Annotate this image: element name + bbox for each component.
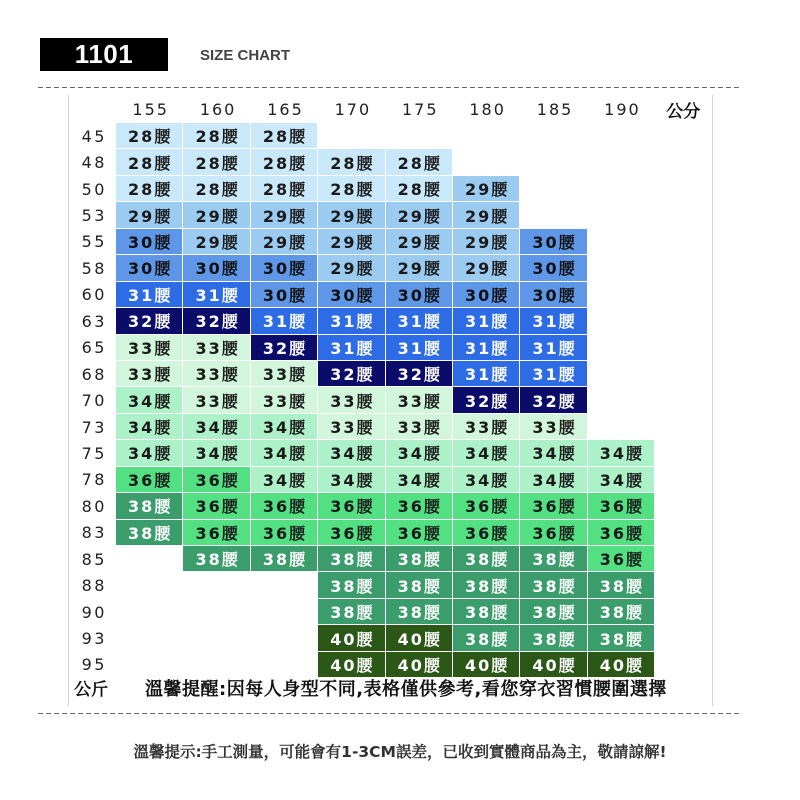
waist-size-cell: 34腰 (251, 414, 318, 440)
waist-size-cell: 34腰 (588, 440, 655, 466)
waist-size-cell: 28腰 (318, 149, 385, 175)
waist-size-cell: 33腰 (318, 387, 385, 413)
waist-size-cell: 33腰 (251, 387, 318, 413)
waist-size-cell: 40腰 (318, 625, 385, 651)
waist-size-cell: 34腰 (318, 440, 385, 466)
waist-size-cell: 34腰 (116, 414, 183, 440)
waist-size-cell: 31腰 (183, 282, 250, 308)
model-number-badge (40, 38, 168, 71)
waist-size-cell: 36腰 (183, 493, 250, 519)
waist-size-cell: 38腰 (183, 546, 250, 572)
waist-size-cell: 36腰 (318, 493, 385, 519)
waist-size-cell: 36腰 (588, 493, 655, 519)
waist-size-cell: 34腰 (588, 467, 655, 493)
waist-size-cell: 34腰 (251, 440, 318, 466)
waist-size-cell: 32腰 (251, 335, 318, 361)
waist-size-cell: 32腰 (318, 361, 385, 387)
waist-size-cell: 33腰 (520, 414, 587, 440)
waist-size-cell: 38腰 (386, 599, 453, 625)
waist-size-cell: 36腰 (318, 520, 385, 546)
weight-row-header: 78 (81, 470, 107, 490)
weight-row-header: 90 (81, 602, 107, 622)
waist-size-cell: 40腰 (318, 652, 385, 678)
waist-size-cell: 38腰 (453, 599, 520, 625)
waist-size-cell: 34腰 (116, 387, 183, 413)
waist-size-cell: 38腰 (116, 493, 183, 519)
weight-row-header: 48 (81, 153, 107, 173)
waist-size-cell: 29腰 (453, 229, 520, 255)
waist-size-cell: 31腰 (520, 308, 587, 334)
waist-size-cell: 32腰 (183, 308, 250, 334)
waist-size-cell: 34腰 (386, 440, 453, 466)
waist-size-cell: 36腰 (588, 546, 655, 572)
waist-size-cell: 33腰 (183, 361, 250, 387)
weight-row-header: 70 (81, 391, 107, 411)
waist-size-cell: 33腰 (318, 414, 385, 440)
waist-size-cell: 34腰 (183, 440, 250, 466)
waist-size-cell: 28腰 (116, 123, 183, 149)
waist-size-cell: 29腰 (116, 202, 183, 228)
bottom-dashed-divider (38, 713, 742, 714)
waist-size-cell: 38腰 (318, 572, 385, 598)
waist-size-cell: 36腰 (588, 520, 655, 546)
waist-size-cell: 29腰 (318, 229, 385, 255)
waist-size-cell: 29腰 (386, 229, 453, 255)
weight-row-header: 95 (81, 655, 107, 675)
waist-size-cell: 31腰 (386, 308, 453, 334)
waist-size-cell: 33腰 (386, 414, 453, 440)
waist-size-cell: 34腰 (318, 467, 385, 493)
waist-size-cell: 36腰 (386, 493, 453, 519)
waist-size-cell: 31腰 (251, 308, 318, 334)
waist-size-cell: 30腰 (520, 229, 587, 255)
waist-size-cell: 34腰 (386, 467, 453, 493)
waist-size-cell: 38腰 (588, 599, 655, 625)
weight-row-header: 65 (81, 338, 107, 358)
waist-size-cell: 29腰 (183, 202, 250, 228)
waist-size-cell: 30腰 (116, 229, 183, 255)
waist-size-cell: 32腰 (386, 361, 453, 387)
waist-size-cell: 38腰 (116, 520, 183, 546)
waist-size-cell: 29腰 (251, 229, 318, 255)
waist-size-cell: 28腰 (183, 176, 250, 202)
waist-size-cell: 36腰 (520, 493, 587, 519)
weight-row-header: 55 (81, 232, 107, 252)
waist-size-cell: 33腰 (116, 361, 183, 387)
top-dashed-divider (38, 87, 742, 88)
waist-size-cell: 38腰 (251, 546, 318, 572)
waist-size-cell: 31腰 (453, 335, 520, 361)
size-chart-title: SIZE CHART (200, 47, 290, 64)
waist-size-cell: 31腰 (453, 361, 520, 387)
fit-reminder-note: 溫馨提醒:因每人身型不同,表格僅供參考,看您穿衣習慣腰圍選擇 (145, 679, 667, 700)
waist-size-cell: 28腰 (251, 123, 318, 149)
weight-row-header: 85 (81, 549, 107, 569)
weight-row-header: 45 (81, 126, 107, 146)
waist-size-cell: 38腰 (520, 599, 587, 625)
waist-size-cell: 29腰 (453, 255, 520, 281)
waist-size-cell: 40腰 (386, 652, 453, 678)
waist-size-cell: 28腰 (386, 176, 453, 202)
waist-size-cell: 29腰 (318, 255, 385, 281)
waist-size-cell: 30腰 (251, 255, 318, 281)
height-column-header: 160 (199, 100, 237, 119)
waist-size-cell: 29腰 (386, 202, 453, 228)
waist-size-cell: 36腰 (251, 493, 318, 519)
waist-size-cell: 30腰 (520, 282, 587, 308)
height-column-header: 180 (469, 100, 506, 119)
waist-size-cell: 33腰 (386, 387, 453, 413)
weight-unit-label: 公斤 (74, 680, 108, 700)
waist-size-cell: 36腰 (453, 493, 520, 519)
waist-size-cell: 29腰 (453, 202, 520, 228)
waist-size-cell: 38腰 (520, 625, 587, 651)
waist-size-cell: 38腰 (453, 572, 520, 598)
waist-size-cell: 38腰 (588, 572, 655, 598)
waist-size-cell: 40腰 (453, 652, 520, 678)
waist-size-cell: 33腰 (251, 361, 318, 387)
waist-size-cell: 28腰 (183, 149, 250, 175)
waist-size-cell: 38腰 (386, 572, 453, 598)
waist-size-cell: 31腰 (520, 335, 587, 361)
waist-size-cell: 32腰 (520, 387, 587, 413)
waist-size-cell: 34腰 (520, 467, 587, 493)
height-column-header: 175 (401, 100, 439, 119)
waist-size-cell: 38腰 (386, 546, 453, 572)
weight-row-header: 83 (81, 523, 107, 543)
waist-size-cell: 40腰 (386, 625, 453, 651)
weight-row-header: 53 (81, 206, 107, 226)
waist-size-cell: 33腰 (116, 335, 183, 361)
waist-size-cell: 31腰 (386, 335, 453, 361)
waist-size-cell: 38腰 (520, 572, 587, 598)
model-number: 1101 (74, 39, 134, 69)
waist-size-cell: 28腰 (116, 176, 183, 202)
waist-size-cell: 38腰 (520, 546, 587, 572)
weight-row-header: 58 (81, 258, 107, 278)
waist-size-cell: 40腰 (588, 652, 655, 678)
waist-size-cell: 36腰 (520, 520, 587, 546)
waist-size-cell: 29腰 (453, 176, 520, 202)
waist-size-cell: 34腰 (251, 467, 318, 493)
weight-row-header: 50 (81, 179, 107, 199)
waist-size-cell: 28腰 (251, 149, 318, 175)
waist-size-cell: 36腰 (453, 520, 520, 546)
waist-size-cell: 30腰 (386, 282, 453, 308)
waist-size-cell: 36腰 (183, 520, 250, 546)
waist-size-cell: 34腰 (453, 440, 520, 466)
waist-size-cell: 32腰 (116, 308, 183, 334)
waist-size-cell: 38腰 (588, 625, 655, 651)
waist-size-cell: 30腰 (116, 255, 183, 281)
size-table (70, 96, 711, 678)
weight-row-header: 88 (81, 576, 107, 596)
weight-row-header: 93 (81, 629, 107, 649)
waist-size-cell: 28腰 (116, 149, 183, 175)
waist-size-cell: 29腰 (183, 229, 250, 255)
height-column-header: 190 (604, 100, 641, 119)
waist-size-cell: 33腰 (183, 335, 250, 361)
waist-size-cell: 34腰 (183, 414, 250, 440)
waist-size-cell: 36腰 (251, 520, 318, 546)
waist-size-cell: 30腰 (453, 282, 520, 308)
weight-row-header: 73 (81, 417, 107, 437)
waist-size-cell: 29腰 (386, 255, 453, 281)
height-column-header: 165 (267, 100, 304, 119)
waist-size-cell: 36腰 (183, 467, 250, 493)
height-column-header: 185 (536, 100, 574, 119)
waist-size-cell: 31腰 (318, 335, 385, 361)
waist-size-cell: 31腰 (116, 282, 183, 308)
waist-size-cell: 29腰 (251, 202, 318, 228)
waist-size-cell: 29腰 (318, 202, 385, 228)
waist-size-cell: 30腰 (251, 282, 318, 308)
waist-size-cell: 32腰 (453, 387, 520, 413)
waist-size-cell: 36腰 (386, 520, 453, 546)
waist-size-cell: 33腰 (453, 414, 520, 440)
waist-size-cell: 30腰 (318, 282, 385, 308)
weight-row-header: 80 (81, 496, 107, 516)
height-unit-label: 公分 (666, 102, 701, 122)
waist-size-cell: 34腰 (453, 467, 520, 493)
waist-size-cell: 31腰 (520, 361, 587, 387)
waist-size-cell: 33腰 (183, 387, 250, 413)
waist-size-cell: 31腰 (453, 308, 520, 334)
waist-size-cell: 40腰 (520, 652, 587, 678)
waist-size-cell: 38腰 (453, 625, 520, 651)
waist-size-cell: 34腰 (520, 440, 587, 466)
waist-size-cell: 28腰 (386, 149, 453, 175)
waist-size-cell: 28腰 (318, 176, 385, 202)
waist-size-cell: 38腰 (453, 546, 520, 572)
waist-size-cell: 30腰 (183, 255, 250, 281)
waist-size-cell: 38腰 (318, 546, 385, 572)
height-column-header: 155 (132, 100, 169, 119)
waist-size-cell: 28腰 (251, 176, 318, 202)
waist-size-cell: 36腰 (116, 467, 183, 493)
weight-row-header: 63 (81, 311, 107, 331)
weight-row-header: 68 (81, 364, 107, 384)
height-column-header: 170 (334, 100, 372, 119)
waist-size-cell: 28腰 (183, 123, 250, 149)
waist-size-cell: 30腰 (520, 255, 587, 281)
waist-size-cell: 38腰 (318, 599, 385, 625)
disclaimer-text: 溫馨提示:手工測量，可能會有1-3CM誤差，已收到實體商品為主，敬請諒解! (133, 743, 667, 761)
waist-size-cell: 31腰 (318, 308, 385, 334)
weight-row-header: 75 (81, 443, 107, 463)
waist-size-cell: 34腰 (116, 440, 183, 466)
weight-row-header: 60 (81, 285, 107, 305)
